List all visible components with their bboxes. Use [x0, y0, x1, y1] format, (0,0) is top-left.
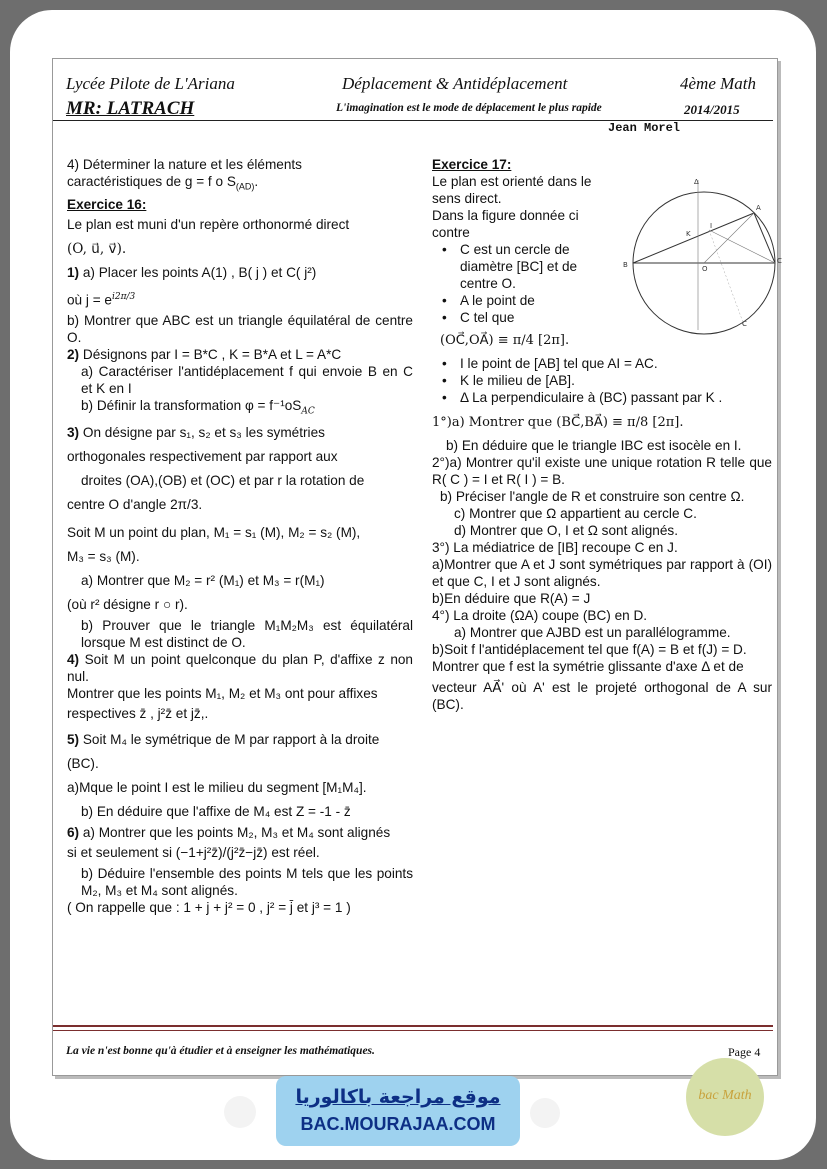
class-level: 4ème Math [680, 74, 757, 93]
ex17-q3a: a)Montrer que A et J sont symétriques par rapport à (OI) et que C, I et J sont alignés. [432, 557, 772, 589]
left-column [67, 156, 413, 916]
ex17-q3b: b)En déduire que R(A) = J [432, 591, 591, 606]
ex17-bullet-a: • A le point de [432, 292, 772, 309]
ex17-q1b: b) En déduire que le triangle IBC est isocèle en I. [446, 438, 742, 453]
ex17-bullet-delta: • Δ La perpendiculaire à (BC) passant par K . [432, 389, 772, 406]
ex16-q2b: b) Définir la transformation $\varphi = f^{-1}oS_{AC}$ [81, 398, 315, 417]
fig-label-c: C [777, 257, 782, 265]
ex17-q4: 4°) La droite (ΩA) coupe (BC) en D. [432, 608, 648, 623]
ex16-q4: 4) Soit M un point quelconque du plan P, d'affixe z non nul. [67, 651, 413, 684]
ex17-figure [614, 170, 784, 340]
ex17-intro-2: sens direct. [432, 191, 502, 206]
ex17-bullet-k: • K le milieu de [AB]. [432, 372, 772, 389]
ex16-q1a: 1) a) Placer les points A(1) , B( j ) et C( j²) [67, 264, 317, 280]
fig-label-circle: C [742, 320, 747, 328]
ex17-angle-condition: (OC⃗,OA⃗) ≡ π/4 [2π]. [440, 333, 570, 348]
topic-title: Déplacement & Antidéplacement [342, 74, 568, 93]
ex17-q2c: c) Montrer que Ω appartient au cercle C. [454, 506, 697, 521]
ex16-q6a: 6) a) Montrer que les points M₂, M₃ et M₄ sont alignés [67, 824, 391, 840]
ex16-q4-line3: respectives z̄ , j²z̄ et jz̄,. [67, 705, 209, 721]
ex16-q5a: a)Mque le point I est le milieu du segment [M₁M₄]. [67, 779, 367, 795]
ex16-q5: 5) Soit M₄ le symétrique de M par rapport à la droite [67, 731, 380, 747]
ex17-intro-3: Dans la figure donnée ci [432, 208, 579, 223]
ex17-q2b: b) Préciser l'angle de R et construire son centre Ω. [440, 489, 745, 504]
teacher-name: MR: LATRACH [66, 98, 195, 119]
site-banner[interactable] [276, 1076, 520, 1146]
ex17-q2d: d) Montrer que O, I et Ω sont alignés. [454, 523, 678, 538]
ex17-q4a: a) Montrer que AJBD est un parallélogramme. [454, 625, 731, 640]
ex16-reminder: ( On rappelle que : 1 + j + j² = 0 , j² = j̄ et j³ = 1 ) [67, 899, 351, 915]
ex17-q1a: 1°)a) Montrer que (BC⃗,BA⃗) ≡ π/8 [2π]. [432, 415, 684, 430]
site-name-arabic: موقع مراجعة باكالوريا [295, 1086, 501, 1108]
segment-ac [754, 213, 775, 263]
ex16-q3: 3) On désigne par s₁, s₂ et s₃ les symétries [67, 424, 325, 440]
segment-oa [704, 213, 754, 263]
ex16-q1b: b) Montrer que ABC est un triangle équilatéral de centre O. [67, 313, 413, 346]
ex17-q4d: vecteur AA⃗' où A' est le projeté orthogonal de A sur (BC). [432, 680, 772, 712]
ex16-q5b: b) En déduire que l'affixe de M₄ est Z = -1 - z̄ [81, 803, 351, 819]
ex17-q3: 3°) La médiatrice de [IB] recoupe C en J. [432, 540, 678, 555]
ex17-bullet-circle-2: diamètre [BC] et de [460, 259, 578, 274]
fig-label-b: B [623, 261, 628, 269]
ex16-q3a-note: (où r² désigne r ○ r). [67, 596, 188, 612]
ex16-q3a: a) Montrer que M₂ = r² (M₁) et M₃ = r(M₁) [81, 572, 325, 588]
fig-label-delta: Δ [694, 178, 699, 186]
footer-motto: La vie n'est bonne qu'à étudier et à enseigner les mathématiques. [66, 1045, 375, 1057]
ex16-q5-line2: (BC). [67, 755, 99, 771]
fig-label-a: A [756, 204, 761, 212]
exercise-16-title: Exercice 16: [67, 196, 147, 212]
line-oi [709, 230, 744, 325]
ex17-q4c: Montrer que f est la symétrie glissante d'axe Δ et de [432, 659, 744, 674]
ex17-bullet-i: • I le point de [AB] tel que AI = AC. [432, 355, 772, 372]
page-number: Page 4 [728, 1045, 761, 1059]
ex17-q4b: b)Soit f l'antidéplacement tel que f(A) = B et f(J) = D. [432, 642, 747, 657]
exercise-17-title: Exercice 17: [432, 157, 512, 172]
ex16-q6b: b) Déduire l'ensemble des points M tels que les points M₂, M₃ et M₄ sont alignés. [81, 865, 413, 898]
ex17-intro-4: contre [432, 225, 470, 240]
ex16-q3-line2: orthogonales respectivement par rapport aux [67, 448, 338, 464]
bac-math-logo [686, 1058, 764, 1136]
footer-rule [53, 1025, 773, 1027]
ex16-q3-line4: centre O d'angle 2π/3. [67, 496, 203, 512]
ex17-bullet-a2: • C tel que [432, 309, 772, 326]
ex16-q3-line5: Soit M un point du plan, M₁ = s₁ (M), M₂ = s₂ (M), [67, 524, 361, 540]
bac-math-logo-text: bac Math [698, 1088, 752, 1103]
fig-label-k: K [686, 230, 691, 238]
ex16-q3-line3: droites (OA),(OB) et (OC) et par r la rotation de [81, 472, 365, 488]
ex16-q4-line2: Montrer que les points M₁, M₂ et M₃ ont pour affixes [67, 685, 378, 701]
site-url[interactable]: BAC.MOURAJAA.COM [300, 1114, 496, 1134]
school-year: 2014/2015 [684, 102, 740, 117]
segment-ba [633, 213, 754, 263]
site-logo-right [530, 1098, 560, 1128]
ex16-q3b: b) Prouver que le triangle M₁M₂M₃ est équilatéral lorsque M est distinct de O. [81, 617, 413, 650]
fig-label-i: I [710, 222, 713, 230]
ex16-q3-line6: M₃ = s₃ (M). [67, 548, 140, 564]
q4-line1: 4) Déterminer la nature et les éléments [67, 157, 302, 172]
segment-ic [709, 230, 775, 263]
ex17-intro-1: Le plan est orienté dans le [432, 174, 592, 189]
ex16-q2a: a) Caractériser l'antidéplacement f qui envoie B en C et K en I [81, 364, 413, 397]
ex16-q2: 2) Désignons par I = B*C , K = B*A et L = A*C [67, 347, 342, 363]
ex16-intro: Le plan est muni d'un repère orthonormé direct [67, 216, 350, 232]
ex16-q6a-cond: si et seulement si (−1+j²z̄)/(j²z̄−jz̄) est réel. [67, 844, 320, 860]
fig-label-o: O [702, 265, 708, 273]
ex17-bullet-circle: • C est un cercle de [432, 241, 772, 258]
ex17-q2a: 2°)a) Montrer qu'il existe une unique rotation R telle que R( C ) = I et R( I ) = B. [432, 455, 772, 487]
quote-author: Jean Morel [608, 121, 681, 135]
ex16-q1a-j: où $j = e^{i2\pi/3}$ [67, 291, 136, 308]
ex16-frame: (O, u⃗, v⃗). [67, 240, 127, 257]
school-name: Lycée Pilote de L'Ariana [66, 74, 235, 93]
site-logo-left [224, 1096, 256, 1128]
ex17-bullet-circle-3: centre O. [460, 276, 516, 291]
header-quote: L'imagination est le mode de déplacement le plus rapide [336, 102, 602, 114]
footer-rule-thin [53, 1030, 773, 1031]
q4-line2: caractéristiques de g = f o $S_{(AD)}$. [67, 174, 259, 192]
